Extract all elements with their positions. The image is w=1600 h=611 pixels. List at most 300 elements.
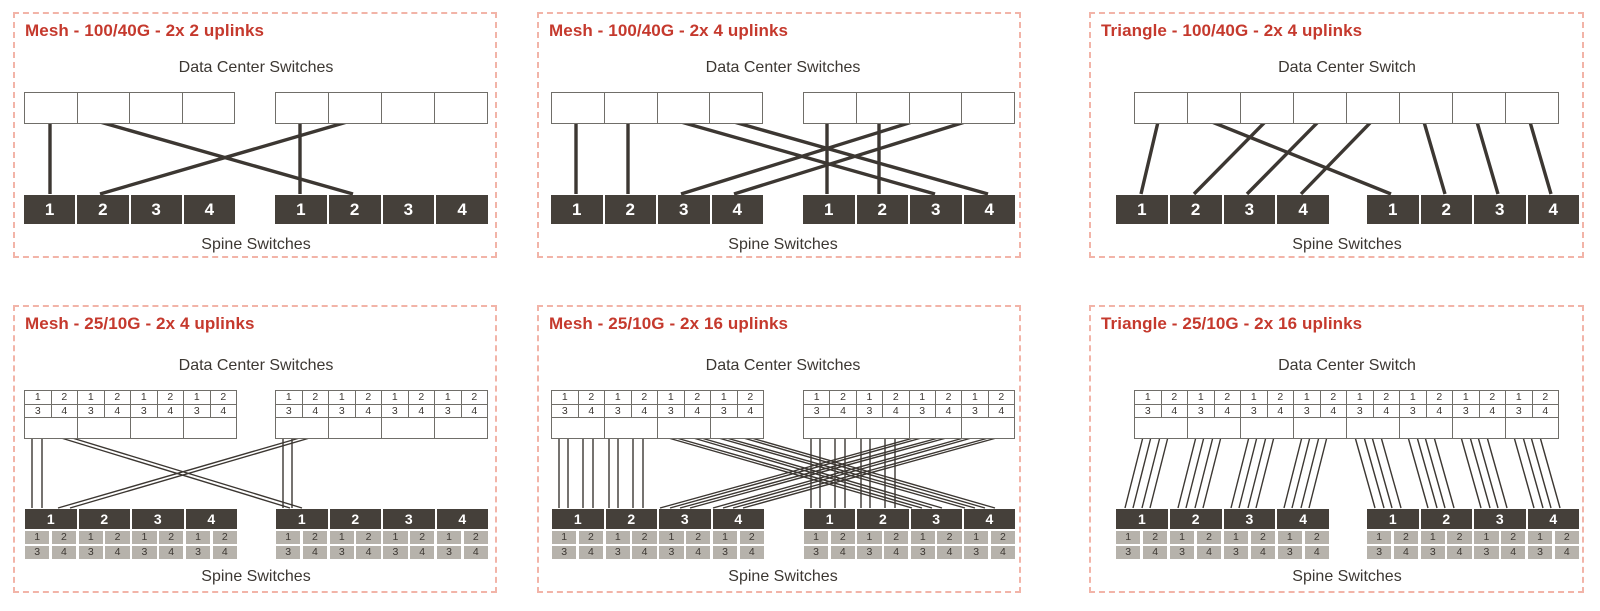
dc-port-row	[1135, 391, 1558, 404]
spine-port-cell: 1	[606, 531, 630, 544]
panel-mesh-25-10g-2x16-uplinks	[537, 305, 1021, 593]
dc-port-cell: 1	[961, 391, 987, 404]
dc-port-cell: 4	[408, 405, 435, 418]
dc-port-cell: 3	[130, 405, 157, 418]
dc-port-cell: 4	[157, 405, 184, 418]
spine-port-cell: 3	[1224, 546, 1248, 559]
spine-switch-box: 1	[803, 195, 855, 224]
spine-switch-box: 2	[77, 195, 128, 224]
spine-switch-box: 4	[186, 509, 238, 529]
spine-switch-box: 3	[383, 195, 435, 224]
dc-switch-box-row	[276, 417, 487, 438]
dc-port-cell: 4	[578, 405, 605, 418]
dc-port-cell: 2	[882, 391, 908, 404]
spine-switch-box: 1	[804, 509, 855, 529]
spine-switch-box: 1	[1367, 509, 1419, 529]
dc-port-cell: 2	[737, 391, 764, 404]
spine-switches-label: Spine Switches	[201, 236, 311, 253]
spine-port-cell: 2	[159, 531, 183, 544]
dc-switch-port	[1187, 93, 1240, 123]
dc-switch-box	[909, 418, 962, 438]
dc-port-cell: 2	[578, 391, 605, 404]
dc-switch-box	[25, 418, 77, 438]
spine-port-cell: 4	[579, 546, 603, 559]
dc-port-row	[25, 391, 236, 404]
panel-title: Triangle - 25/10G - 2x 16 uplinks	[1101, 314, 1363, 333]
spine-port-cell: 2	[1251, 531, 1275, 544]
dc-switch-port	[709, 93, 762, 123]
spine-switch-box: 4	[1528, 509, 1580, 529]
panel-title: Mesh - 100/40G - 2x 4 uplinks	[549, 21, 789, 40]
dc-port-cell: 4	[1532, 405, 1559, 418]
dc-switch-port	[856, 93, 909, 123]
dc-port-cell: 4	[1373, 405, 1400, 418]
dc-port-cell: 4	[737, 405, 764, 418]
dc-switch-box	[552, 418, 604, 438]
spine-port-row	[804, 531, 1015, 544]
spine-switch-box: 4	[1528, 195, 1580, 224]
dc-switch-port	[1293, 93, 1346, 123]
spine-switch-box: 4	[964, 509, 1015, 529]
spine-switch-box: 3	[658, 195, 710, 224]
spine-port-cell: 2	[991, 531, 1015, 544]
dc-switch-group	[24, 390, 237, 439]
dc-switch-box	[1240, 418, 1293, 438]
spine-switch-box: 1	[1116, 195, 1168, 224]
panel-mesh-100-40g-2x4-uplinks	[537, 12, 1021, 258]
spine-switch-box: 3	[1474, 195, 1526, 224]
dc-port-row	[276, 404, 487, 418]
dc-switch-box	[856, 418, 909, 438]
dc-port-cell: 3	[285, 404, 292, 417]
spine-port-cell: 3	[964, 546, 988, 559]
dc-port-cell: 1	[1399, 391, 1426, 404]
dc-switch-group	[1134, 390, 1559, 439]
dc-port-cell: 2	[408, 391, 435, 404]
spine-port-cell: 4	[464, 546, 488, 559]
dc-port-row	[552, 391, 763, 404]
dc-port-cell: 1	[1144, 391, 1151, 403]
spine-port-cell: 3	[606, 546, 630, 559]
spine-port-cell: 1	[1474, 531, 1498, 544]
spine-port-cell: 4	[632, 546, 656, 559]
spine-port-cell: 1	[79, 531, 103, 544]
spine-port-row	[276, 531, 488, 544]
spine-port-cell: 1	[552, 531, 576, 544]
spine-switch-box: 3	[910, 195, 962, 224]
spine-port-cell: 4	[686, 546, 710, 559]
spine-port-cell: 1	[383, 531, 407, 544]
panel-mesh-100-40g-2x2-uplinks	[13, 12, 497, 258]
spine-switch-box: 1	[1367, 195, 1419, 224]
panel-title: Mesh - 100/40G - 2x 2 uplinks	[25, 21, 265, 40]
spine-switch-box: 2	[329, 195, 381, 224]
spine-port-cell: 1	[1421, 531, 1445, 544]
spine-port-cell: 2	[740, 531, 764, 544]
dc-port-cell: 2	[988, 391, 1014, 404]
dc-switch-port	[381, 93, 434, 123]
dc-switch-box	[657, 418, 710, 438]
dc-port-cell: 2	[1161, 391, 1188, 404]
dc-port-cell: 1	[657, 391, 684, 404]
dc-port-cell: 2	[1373, 391, 1400, 404]
dc-port-cell: 3	[1399, 405, 1426, 418]
dc-port-cell: 4	[631, 405, 658, 418]
spine-switch-box: 4	[1277, 509, 1329, 529]
spine-port-cell: 1	[1116, 531, 1140, 544]
dc-switch-box	[1399, 418, 1452, 438]
dc-port-cell: 3	[710, 405, 737, 418]
dc-switch-box	[183, 418, 236, 438]
data-center-switch-label: Data Center Switch	[1278, 357, 1416, 374]
dc-switch-box-row	[804, 417, 1014, 438]
dc-switch-box	[77, 418, 130, 438]
data-center-switch-label: Data Center Switch	[1278, 59, 1416, 76]
spine-port-cell: 4	[1143, 546, 1167, 559]
dc-port-cell: 2	[1267, 391, 1294, 404]
panel-triangle-25-10g-2x16-uplinks	[1089, 305, 1584, 593]
dc-port-cell: 4	[302, 405, 329, 418]
dc-switch-box	[1187, 418, 1240, 438]
spine-port-cell: 2	[1197, 531, 1221, 544]
spine-port-cell: 2	[464, 531, 488, 544]
spine-switch-box: 3	[1224, 509, 1276, 529]
dc-port-cell: 2	[935, 391, 961, 404]
dc-port-cell: 3	[561, 404, 568, 417]
dc-switch-group	[1134, 92, 1559, 124]
dc-port-cell: 2	[684, 391, 711, 404]
dc-port-cell: 1	[1240, 391, 1267, 404]
spine-port-cell: 1	[911, 531, 935, 544]
spine-port-cell: 2	[105, 531, 129, 544]
spine-switch-box: 2	[857, 195, 909, 224]
dc-port-cell: 2	[355, 391, 382, 404]
spine-switch-box: 2	[79, 509, 131, 529]
spine-port-row	[552, 531, 764, 544]
dc-port-row	[25, 404, 236, 418]
spine-switch-box: 3	[1474, 509, 1526, 529]
dc-port-cell: 4	[829, 405, 855, 418]
spine-switches-label: Spine Switches	[728, 568, 838, 585]
dc-port-cell: 1	[434, 391, 461, 404]
spine-switch-group	[804, 509, 1015, 529]
dc-switch-port	[1399, 93, 1452, 123]
spine-port-cell: 4	[884, 546, 908, 559]
dc-port-cell: 3	[1293, 405, 1320, 418]
dc-switch-port	[77, 93, 130, 123]
dc-port-cell: 3	[183, 405, 210, 418]
spine-port-cell: 2	[213, 531, 237, 544]
dc-port-cell: 1	[1505, 391, 1532, 404]
spine-switch-group	[552, 509, 764, 529]
spine-port-cell: 1	[713, 531, 737, 544]
spine-port-cell: 4	[52, 546, 76, 559]
dc-port-cell: 3	[1187, 405, 1214, 418]
dc-switch-box	[130, 418, 183, 438]
data-center-switches-label: Data Center Switches	[705, 59, 861, 76]
spine-switch-group	[1116, 195, 1329, 224]
dc-switch-port	[1240, 93, 1293, 123]
spine-port-cell: 4	[1197, 546, 1221, 559]
spine-switch-box: 1	[24, 195, 75, 224]
dc-port-cell: 1	[561, 391, 568, 403]
spine-port-cell: 3	[857, 546, 881, 559]
spine-port-cell: 2	[1394, 531, 1418, 544]
spine-port-cell: 4	[991, 546, 1015, 559]
dc-port-row	[804, 391, 1014, 404]
spine-port-cell: 3	[383, 546, 407, 559]
spine-switch-box: 2	[1421, 509, 1473, 529]
spine-switches-label: Spine Switches	[1292, 236, 1402, 253]
dc-switch-port	[657, 93, 710, 123]
dc-port-cell: 2	[104, 391, 131, 404]
dc-port-cell: 1	[183, 391, 210, 404]
spine-switch-group	[1116, 509, 1329, 529]
dc-switch-port	[434, 93, 487, 123]
spine-switch-box: 1	[275, 195, 327, 224]
spine-switches-label: Spine Switches	[728, 236, 838, 253]
dc-port-cell: 4	[1214, 405, 1241, 418]
spine-switch-box: 2	[1170, 509, 1222, 529]
dc-port-cell: 1	[1346, 391, 1373, 404]
spine-port-cell: 4	[159, 546, 183, 559]
spine-port-cell: 1	[964, 531, 988, 544]
spine-port-row	[1116, 531, 1329, 544]
dc-switch-box	[1452, 418, 1505, 438]
dc-port-cell: 4	[988, 405, 1014, 418]
dc-port-cell: 3	[604, 405, 631, 418]
panel-mesh-25-10g-2x4-uplinks	[13, 305, 497, 593]
dc-switch-box	[328, 418, 381, 438]
spine-port-cell: 3	[1278, 546, 1302, 559]
spine-port-cell: 4	[1447, 546, 1471, 559]
spine-switch-group	[803, 195, 1015, 224]
spine-port-cell: 3	[276, 546, 300, 559]
dc-switch-group	[803, 92, 1015, 124]
dc-port-cell: 2	[1320, 391, 1347, 404]
spine-port-cell: 2	[1143, 531, 1167, 544]
dc-port-cell: 4	[882, 405, 908, 418]
spine-port-cell: 2	[1447, 531, 1471, 544]
dc-switch-box	[1346, 418, 1399, 438]
dc-port-cell: 2	[302, 391, 329, 404]
spine-port-cell: 2	[686, 531, 710, 544]
dc-port-cell: 1	[710, 391, 737, 404]
dc-port-cell: 4	[1426, 405, 1453, 418]
dc-port-cell: 4	[684, 405, 711, 418]
dc-port-cell: 1	[381, 391, 408, 404]
spine-port-cell: 4	[740, 546, 764, 559]
dc-switch-box	[1135, 418, 1187, 438]
dc-switch-box-row	[552, 417, 763, 438]
spine-switch-group	[276, 509, 488, 529]
dc-port-cell: 2	[1479, 391, 1506, 404]
spine-port-cell: 1	[1224, 531, 1248, 544]
dc-switch-port	[909, 93, 962, 123]
spine-port-cell: 3	[911, 546, 935, 559]
spine-port-row	[25, 546, 237, 559]
dc-port-cell: 2	[1214, 391, 1241, 404]
panel-title: Mesh - 25/10G - 2x 4 uplinks	[25, 314, 255, 333]
dc-switch-port	[961, 93, 1014, 123]
spine-port-row	[552, 546, 764, 559]
spine-switch-box: 4	[713, 509, 765, 529]
dc-switch-box-row	[25, 417, 236, 438]
spine-port-cell: 1	[857, 531, 881, 544]
dc-switch-port	[1452, 93, 1505, 123]
spine-port-cell: 3	[25, 546, 49, 559]
spine-switch-box: 4	[437, 509, 489, 529]
dc-switch-box	[804, 418, 856, 438]
spine-port-cell: 1	[186, 531, 210, 544]
spine-switch-group	[24, 195, 235, 224]
spine-switch-box: 1	[25, 509, 77, 529]
dc-port-cell: 3	[909, 405, 935, 418]
spine-switches-label: Spine Switches	[1292, 568, 1402, 585]
spine-port-cell: 1	[659, 531, 683, 544]
dc-port-cell: 4	[355, 405, 382, 418]
dc-switch-port	[1346, 93, 1399, 123]
spine-port-cell: 4	[1555, 546, 1579, 559]
spine-port-cell: 4	[105, 546, 129, 559]
spine-port-cell: 2	[1501, 531, 1525, 544]
spine-port-cell: 2	[884, 531, 908, 544]
spine-port-cell: 4	[1394, 546, 1418, 559]
spine-switch-box: 4	[184, 195, 235, 224]
panel-triangle-100-40g-2x4-uplinks	[1089, 12, 1584, 258]
dc-port-cell: 3	[813, 404, 820, 417]
spine-port-cell: 1	[804, 531, 828, 544]
panel-title: Triangle - 100/40G - 2x 4 uplinks	[1101, 21, 1363, 40]
spine-port-cell: 3	[804, 546, 828, 559]
dc-port-cell: 1	[813, 391, 820, 403]
spine-port-cell: 1	[330, 531, 354, 544]
spine-switch-box: 2	[606, 509, 658, 529]
dc-port-cell: 2	[210, 391, 237, 404]
dc-switch-port	[1135, 93, 1187, 123]
spine-port-cell: 3	[1528, 546, 1552, 559]
dc-switch-box	[961, 418, 1014, 438]
dc-port-cell: 3	[434, 405, 461, 418]
spine-port-cell: 1	[1170, 531, 1194, 544]
spine-port-cell: 4	[1305, 546, 1329, 559]
spine-switch-box: 4	[712, 195, 764, 224]
dc-port-cell: 2	[461, 391, 488, 404]
dc-port-cell: 4	[104, 405, 131, 418]
dc-port-cell: 3	[1505, 405, 1532, 418]
spine-port-cell: 3	[1170, 546, 1194, 559]
dc-port-cell: 4	[210, 405, 237, 418]
spine-port-cell: 2	[303, 531, 327, 544]
spine-port-cell: 4	[213, 546, 237, 559]
spine-switches-label: Spine Switches	[201, 568, 311, 585]
dc-port-cell: 3	[1240, 405, 1267, 418]
spine-switch-box: 3	[131, 195, 182, 224]
spine-switch-box: 4	[1277, 195, 1329, 224]
spine-switch-box: 2	[1170, 195, 1222, 224]
dc-port-cell: 1	[34, 391, 41, 403]
spine-switch-box: 2	[605, 195, 657, 224]
dc-port-cell: 3	[856, 405, 882, 418]
dc-port-cell: 3	[657, 405, 684, 418]
dc-port-cell: 1	[909, 391, 935, 404]
spine-port-cell: 2	[937, 531, 961, 544]
spine-switch-box: 3	[659, 509, 711, 529]
dc-port-row	[1135, 404, 1558, 418]
spine-port-cell: 1	[25, 531, 49, 544]
spine-port-cell: 3	[186, 546, 210, 559]
dc-switch-group	[803, 390, 1015, 439]
dc-port-cell: 4	[1161, 405, 1188, 418]
data-center-switches-label: Data Center Switches	[705, 357, 861, 374]
spine-port-cell: 2	[410, 531, 434, 544]
dc-switch-port	[552, 93, 604, 123]
spine-switch-group	[1367, 195, 1579, 224]
spine-port-cell: 4	[1501, 546, 1525, 559]
spine-switch-group	[1367, 509, 1579, 529]
dc-port-cell: 2	[51, 391, 78, 404]
spine-switch-box: 2	[1421, 195, 1473, 224]
spine-port-cell: 4	[410, 546, 434, 559]
spine-port-cell: 3	[330, 546, 354, 559]
dc-switch-box	[276, 418, 328, 438]
dc-port-cell: 1	[328, 391, 355, 404]
dc-switch-port	[328, 93, 381, 123]
spine-switch-box: 3	[383, 509, 435, 529]
spine-port-cell: 3	[1421, 546, 1445, 559]
dc-port-cell: 3	[1452, 405, 1479, 418]
dc-switch-group	[275, 92, 488, 124]
spine-port-cell: 4	[831, 546, 855, 559]
dc-port-cell: 4	[935, 405, 961, 418]
spine-port-cell: 1	[276, 531, 300, 544]
dc-port-cell: 3	[77, 405, 104, 418]
dc-switch-box	[434, 418, 487, 438]
spine-port-cell: 4	[356, 546, 380, 559]
spine-switch-box: 1	[551, 195, 603, 224]
dc-switch-group	[24, 92, 235, 124]
spine-switch-box: 1	[552, 509, 604, 529]
dc-switch-box	[381, 418, 434, 438]
data-center-switches-label: Data Center Switches	[178, 357, 334, 374]
spine-port-cell: 3	[79, 546, 103, 559]
spine-port-cell: 1	[1278, 531, 1302, 544]
dc-port-cell: 1	[285, 391, 292, 403]
dc-port-cell: 4	[461, 405, 488, 418]
spine-port-cell: 2	[579, 531, 603, 544]
spine-port-cell: 1	[132, 531, 156, 544]
dc-port-row	[552, 404, 763, 418]
dc-switch-port	[182, 93, 235, 123]
dc-port-cell: 1	[1452, 391, 1479, 404]
dc-switch-group	[551, 390, 764, 439]
spine-port-cell: 2	[831, 531, 855, 544]
spine-port-row	[1116, 546, 1329, 559]
dc-port-cell: 4	[1267, 405, 1294, 418]
spine-port-row	[804, 546, 1015, 559]
spine-switch-box: 3	[132, 509, 184, 529]
spine-port-cell: 2	[356, 531, 380, 544]
dc-switch-port	[804, 93, 856, 123]
dc-port-cell: 2	[631, 391, 658, 404]
spine-port-row	[1367, 546, 1579, 559]
spine-port-row	[276, 546, 488, 559]
dc-port-cell: 3	[328, 405, 355, 418]
dc-port-cell: 1	[77, 391, 104, 404]
spine-port-cell: 2	[632, 531, 656, 544]
dc-switch-port	[25, 93, 77, 123]
dc-port-cell: 4	[51, 405, 78, 418]
